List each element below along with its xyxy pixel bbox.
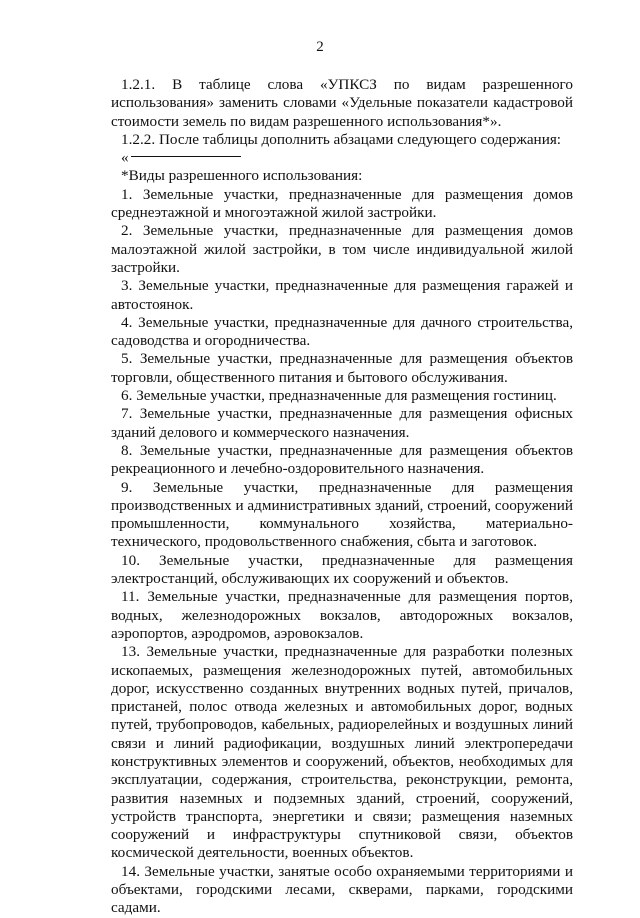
paragraph-1-2-1: 1.2.1. В таблице слова «УПКСЗ по видам разрешенного использования» заменить словами «Удельные показатели кадастровой стоимости земель по видам разрешенного использования*». xyxy=(111,76,573,130)
list-item-8: 8. Земельные участки, предназначенные для размещения объектов рекреационного и лечебно-оздоровительного назначения. xyxy=(111,441,573,478)
footnote-heading: *Виды разрешенного использования: xyxy=(121,167,363,185)
list-item-13: 13. Земельные участки, предназначенные для разработки полезных ископаемых, размещения железнодорожных путей, автомобильных дорог, искусственно созданных внутренних водных путей, причалов, пристаней, полос отвода железных и автомобильных дорог, водных путей, трубопроводов, кабельных, радиорелейных и воздушных линий связи и линий радиофикации, воздушных линий электропередачи конструктивных элементов и сооружений, объектов, необходимых для эксплуатации, содержания, строительства, реконструкции, ремонта, развития наземных и подземных зданий, строений, сооружений, устройств транспорта, энергетики и связи; размещения наземных сооружений и инфраструктуры спутниковой связи, объектов космической деятельности, военных объектов. xyxy=(111,643,573,862)
list-item-7: 7. Земельные участки, предназначенные для размещения офисных зданий делового и коммерческого назначения. xyxy=(111,405,573,441)
list-item-5: 5. Земельные участки, предназначенные для размещения объектов торговли, общественного питания и бытового обслуживания. xyxy=(111,350,573,386)
quote-mark: « xyxy=(121,149,129,167)
footnote-rule xyxy=(131,156,241,157)
list-item-14: 14. Земельные участки, занятые особо охраняемыми территориями и объектами, городскими лесами, скверами, парками, городскими садами. xyxy=(111,862,573,917)
list-item-6: 6. Земельные участки, предназначенные для размещения гостиниц. xyxy=(121,387,557,405)
list-item-4: 4. Земельные участки, предназначенные для дачного строительства, садоводства и огородничества. xyxy=(111,313,573,350)
paragraph-1-2-2: 1.2.2. После таблицы дополнить абзацами следующего содержания: xyxy=(121,130,562,148)
list-item-9: 9. Земельные участки, предназначенные для размещения производственных и административных зданий, строений, сооружений промышленности, коммунального хозяйства, материально-технического, продовольственного снабжения, сбыта и заготовок. xyxy=(111,478,573,551)
list-item-2: 2. Земельные участки, предназначенные для размещения домов малоэтажной жилой застройки, в том числе индивидуальной жилой застройки. xyxy=(111,222,573,276)
page-number: 2 xyxy=(316,39,324,55)
document-body xyxy=(111,76,573,918)
list-item-11: 11. Земельные участки, предназначенные для размещения портов, водных, железнодорожных вокзалов, автодорожных вокзалов, аэропортов, аэродромов, аэровокзалов. xyxy=(111,588,573,642)
list-item-3: 3. Земельные участки, предназначенные для размещения гаражей и автостоянок. xyxy=(111,277,573,313)
quote-open-line xyxy=(111,149,573,167)
list-item-1: 1. Земельные участки, предназначенные для размещения домов среднеэтажной и многоэтажной жилой застройки. xyxy=(111,185,573,222)
list-item-10: 10. Земельные участки, предназначенные для размещения электростанций, обслуживающих их сооружений и объектов. xyxy=(111,551,573,588)
